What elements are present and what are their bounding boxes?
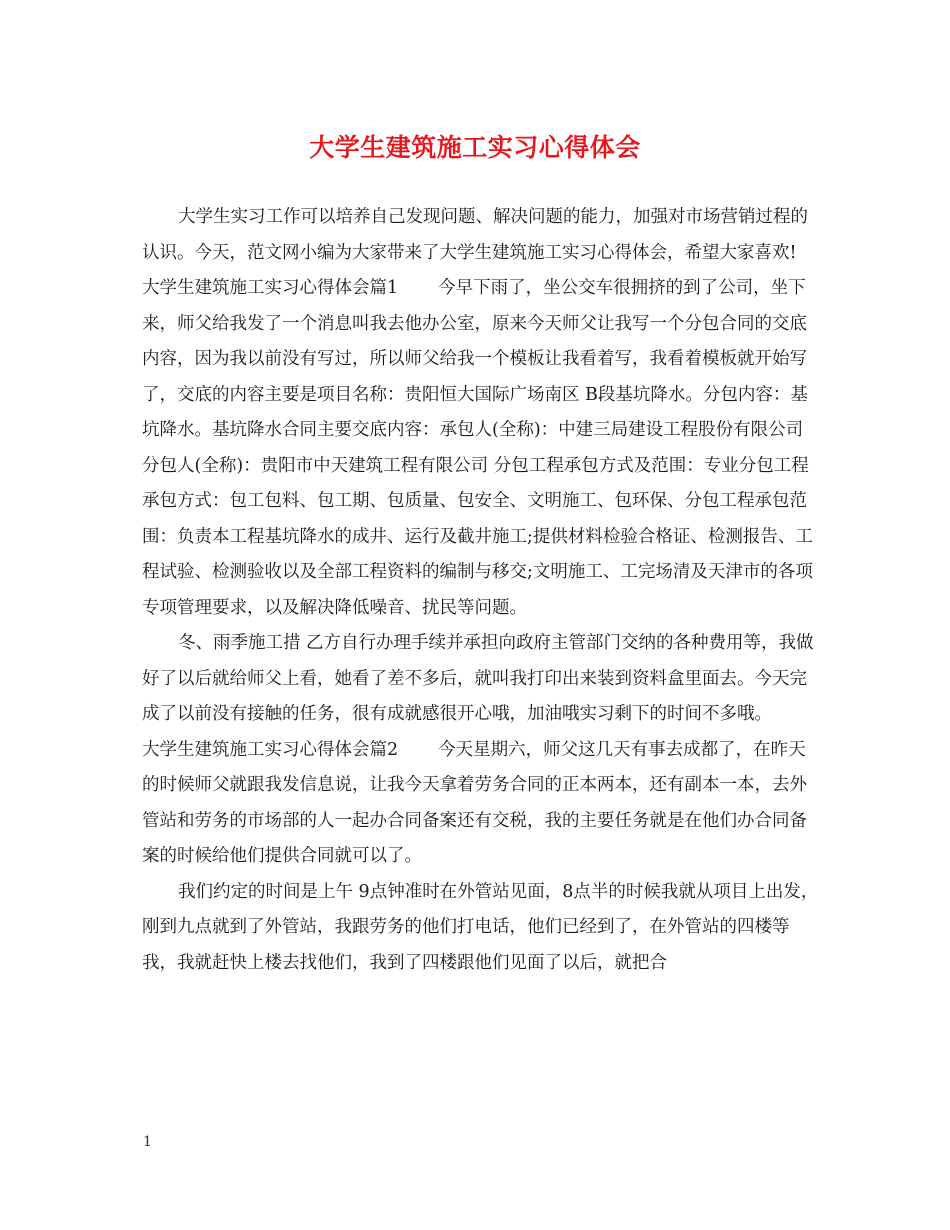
section-2-heading: 大学生建筑施工实习心得体会篇2 bbox=[142, 739, 399, 760]
section-1-heading: 大学生建筑施工实习心得体会篇1 bbox=[142, 278, 399, 298]
document-body bbox=[142, 200, 822, 981]
document-title: 大学生建筑施工实习心得体会 bbox=[309, 133, 641, 162]
section-1-paragraph bbox=[142, 271, 822, 626]
section-1-text: 今早下雨了，坐公交车很拥挤的到了公司，坐下来，师父给我发了一个消息叫我去他办公室，原来今天师父让我写一个分包合同的交底内容，因为我以前没有写过，所以师父给我一个模板让我看着写，我看着模板就开始写了，交底的内容主要是项目名称：贵阳恒大国际广场南区 B段基坑降水。分包内容：基坑降水。基坑降水合同主要交底内容：承包人(全称)：中建三局建设工程股份有限公司 分包人(全称)：贵阳市中天建筑工程有限公司 分包工程承包方式及范围：专业分包工程承包方式：包工包料、包工期、包质量、包安全、文明施工、包环保、分包工程承包范围：负责本工程基坑降水的成井、运行及截井施工;提供材料检验合格证、检测报告、工程试验、检测验收以及全部工程资料的编制与移交;文明施工、工完场清及天津市的各项专项管理要求，以及解决降低噪音、扰民等问题。 bbox=[142, 278, 813, 618]
section-2-paragraph bbox=[142, 733, 822, 875]
page-number: 1 bbox=[143, 1134, 152, 1150]
section-2-text: 今天星期六，师父这几天有事去成都了，在昨天的时候师父就跟我发信息说，让我今天拿着劳务合同的正本两本，还有副本一本，去外管站和劳务的市场部的人一起办合同备案还有交税，我的主要任务就是在他们办合同备案的时候给他们提供合同就可以了。 bbox=[142, 739, 807, 866]
section-2-continuation: 我们约定的时间是上午 9点钟准时在外管站见面，8点半的时候我就从项目上出发，刚到九点就到了外管站，我跟劳务的他们打电话，他们已经到了，在外管站的四楼等我，我就赶快上楼去找他们，我到了四楼跟他们见面了以后，就把合 bbox=[142, 881, 819, 973]
intro-paragraph: 大学生实习工作可以培养自己发现问题、解决问题的能力，加强对市场营销过程的认识。今天，范文网小编为大家带来了大学生建筑施工实习心得体会，希望大家喜欢! bbox=[142, 207, 808, 263]
section-1-continuation: 冬、雨季施工措 乙方自行办理手续并承担向政府主管部门交纳的各种费用等，我做好了以后就给师父上看，她看了差不多后，就叫我打印出来装到资料盒里面去。今天完成了以前没有接触的任务，很有成就感很开心哦，加油哦实习剩下的时间不多哦。 bbox=[142, 633, 814, 724]
